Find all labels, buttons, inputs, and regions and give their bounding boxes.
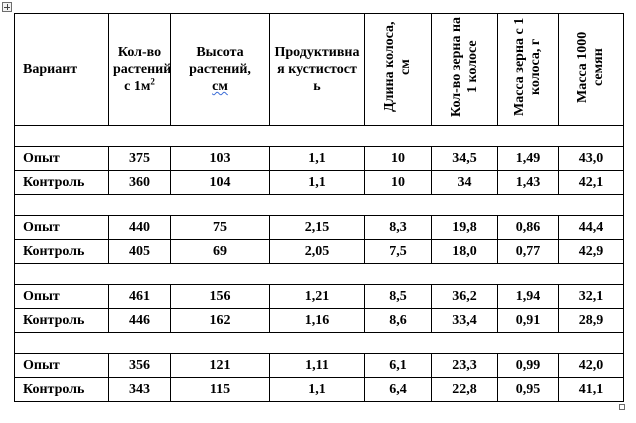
cell-height[interactable]: 69 xyxy=(171,240,270,264)
cell-height[interactable]: 115 xyxy=(171,378,270,402)
cell-mass-1000[interactable]: 42,0 xyxy=(559,354,624,378)
table-move-handle[interactable] xyxy=(2,2,12,12)
cell-mass-1000[interactable]: 42,1 xyxy=(559,171,624,195)
table-resize-handle[interactable] xyxy=(619,404,625,410)
cell-grain-mass[interactable]: 0,86 xyxy=(498,216,559,240)
header-variant[interactable]: Вариант xyxy=(15,14,109,126)
cell-grain-mass[interactable]: 1,49 xyxy=(498,147,559,171)
cell-grain-mass[interactable]: 1,43 xyxy=(498,171,559,195)
cell-ear-length[interactable]: 10 xyxy=(365,147,432,171)
cell-tillering[interactable]: 1,1 xyxy=(270,147,365,171)
header-plants-per-m2[interactable]: Кол-во растений с $1м^2$ xyxy=(109,14,171,126)
cell-grain-mass[interactable]: 0,99 xyxy=(498,354,559,378)
cell-mass-1000[interactable]: 32,1 xyxy=(559,285,624,309)
cell-ear-length[interactable]: 6,1 xyxy=(365,354,432,378)
cell-variant[interactable]: Контроль xyxy=(15,309,109,333)
group-separator-cell[interactable] xyxy=(15,333,624,354)
group-separator-row xyxy=(15,126,624,147)
cell-height[interactable]: 75 xyxy=(171,216,270,240)
cell-height[interactable]: 156 xyxy=(171,285,270,309)
cell-grain-mass[interactable]: 0,77 xyxy=(498,240,559,264)
table-row xyxy=(15,147,624,171)
cell-ear-length[interactable]: 6,4 xyxy=(365,378,432,402)
cell-plants[interactable]: 375 xyxy=(109,147,171,171)
cell-height[interactable]: 121 xyxy=(171,354,270,378)
cell-grains[interactable]: 22,8 xyxy=(432,378,498,402)
cell-height[interactable]: 103 xyxy=(171,147,270,171)
cell-tillering[interactable]: 1,16 xyxy=(270,309,365,333)
cell-variant[interactable]: Опыт xyxy=(15,285,109,309)
table-row xyxy=(15,378,624,402)
cell-grains[interactable]: 23,3 xyxy=(432,354,498,378)
cell-tillering[interactable]: 1,11 xyxy=(270,354,365,378)
table-row xyxy=(15,240,624,264)
header-mass-1000[interactable]: Масса 1000 семян xyxy=(559,14,624,126)
table-row xyxy=(15,216,624,240)
cell-variant[interactable]: Контроль xyxy=(15,378,109,402)
cell-height[interactable]: 162 xyxy=(171,309,270,333)
cell-grains[interactable]: 34 xyxy=(432,171,498,195)
cell-variant[interactable]: Опыт xyxy=(15,216,109,240)
header-height[interactable]: Высота растений, см xyxy=(171,14,270,126)
cell-variant[interactable]: Опыт xyxy=(15,354,109,378)
header-grain-mass-per-ear[interactable]: Масса зерна с 1 колоса, г xyxy=(498,14,559,126)
cell-plants[interactable]: 360 xyxy=(109,171,171,195)
cell-variant[interactable]: Контроль xyxy=(15,171,109,195)
cell-mass-1000[interactable]: 41,1 xyxy=(559,378,624,402)
cell-grains[interactable]: 34,5 xyxy=(432,147,498,171)
header-grains-per-ear[interactable]: Кол-во зерна на 1 колосе xyxy=(432,14,498,126)
cell-grains[interactable]: 18,0 xyxy=(432,240,498,264)
cell-grain-mass[interactable]: 1,94 xyxy=(498,285,559,309)
cell-plants[interactable]: 343 xyxy=(109,378,171,402)
cell-plants[interactable]: 461 xyxy=(109,285,171,309)
cell-ear-length[interactable]: 8,5 xyxy=(365,285,432,309)
cell-mass-1000[interactable]: 28,9 xyxy=(559,309,624,333)
cell-variant[interactable]: Опыт xyxy=(15,147,109,171)
cell-grains[interactable]: 33,4 xyxy=(432,309,498,333)
table-row xyxy=(15,309,624,333)
cell-plants[interactable]: 356 xyxy=(109,354,171,378)
table-row xyxy=(15,171,624,195)
cell-tillering[interactable]: 1,21 xyxy=(270,285,365,309)
cell-grains[interactable]: 19,8 xyxy=(432,216,498,240)
table-header-row xyxy=(15,14,624,126)
cell-mass-1000[interactable]: 43,0 xyxy=(559,147,624,171)
cell-plants[interactable]: 405 xyxy=(109,240,171,264)
cell-grains[interactable]: 36,2 xyxy=(432,285,498,309)
cell-tillering[interactable]: 2,15 xyxy=(270,216,365,240)
table-row xyxy=(15,285,624,309)
cell-tillering[interactable]: 1,1 xyxy=(270,378,365,402)
cell-variant[interactable]: Контроль xyxy=(15,240,109,264)
data-table xyxy=(14,13,624,402)
cell-ear-length[interactable]: 8,3 xyxy=(365,216,432,240)
cell-ear-length[interactable]: 7,5 xyxy=(365,240,432,264)
group-separator-row xyxy=(15,333,624,354)
cell-ear-length[interactable]: 8,6 xyxy=(365,309,432,333)
group-separator-cell[interactable] xyxy=(15,195,624,216)
cell-grain-mass[interactable]: 0,95 xyxy=(498,378,559,402)
group-separator-cell[interactable] xyxy=(15,126,624,147)
cell-tillering[interactable]: 2,05 xyxy=(270,240,365,264)
cell-plants[interactable]: 446 xyxy=(109,309,171,333)
group-separator-row xyxy=(15,195,624,216)
cell-mass-1000[interactable]: 44,4 xyxy=(559,216,624,240)
cell-plants[interactable]: 440 xyxy=(109,216,171,240)
table-row xyxy=(15,354,624,378)
header-ear-length[interactable]: Длина колоса, см xyxy=(365,14,432,126)
cell-grain-mass[interactable]: 0,91 xyxy=(498,309,559,333)
cell-tillering[interactable]: 1,1 xyxy=(270,171,365,195)
group-separator-row xyxy=(15,264,624,285)
group-separator-cell[interactable] xyxy=(15,264,624,285)
cell-ear-length[interactable]: 10 xyxy=(365,171,432,195)
cell-height[interactable]: 104 xyxy=(171,171,270,195)
cell-mass-1000[interactable]: 42,9 xyxy=(559,240,624,264)
header-productive-tillering[interactable]: Продуктивная кустистость xyxy=(270,14,365,126)
